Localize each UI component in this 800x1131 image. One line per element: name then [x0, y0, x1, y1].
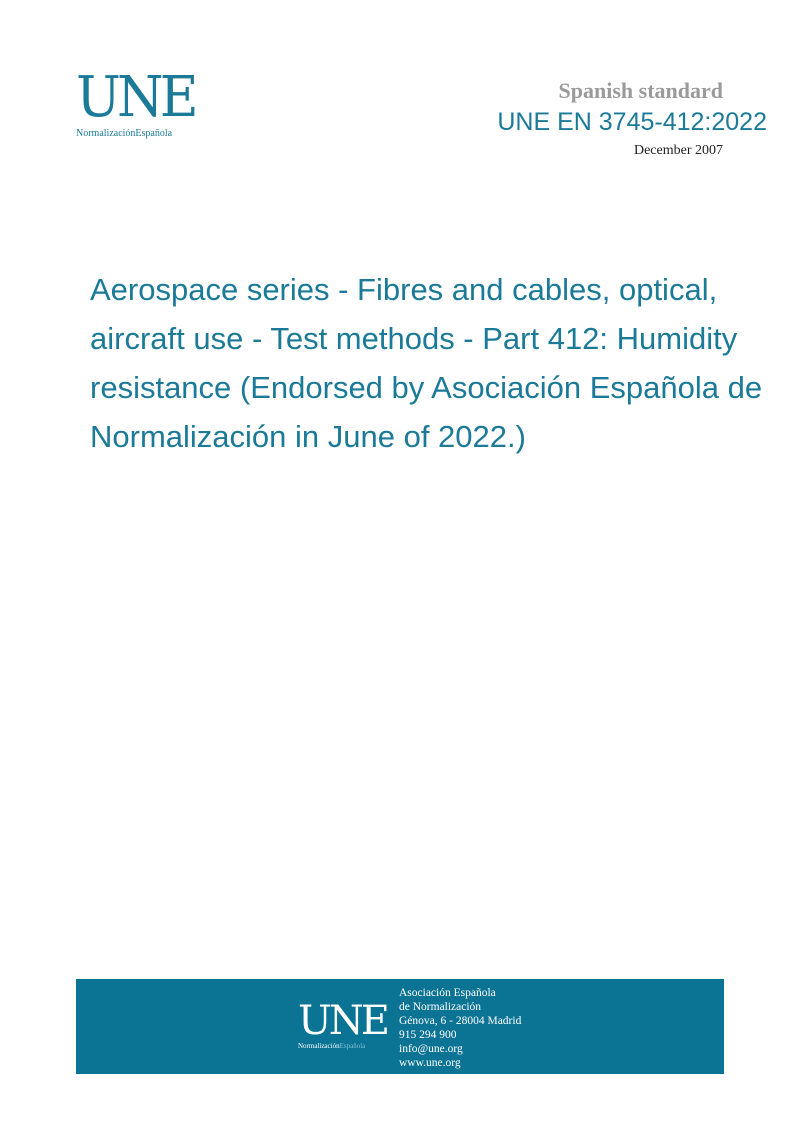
footer-tagline-part1: Normalización: [298, 1042, 340, 1050]
org-email-link[interactable]: info@une.org: [399, 1043, 463, 1055]
document-title: Aerospace series - Fibres and cables, optical, aircraft use - Test methods - Part 412: Humidity resistance (Endorsed by Asociación Española de Normalización in June of 2022.): [90, 272, 763, 454]
footer-tagline-part2: Española: [339, 1042, 366, 1050]
logo-tagline-part1: Normalización: [76, 128, 136, 139]
logo-tagline-part2: Española: [135, 128, 173, 139]
org-name-line1: Asociación Española: [399, 987, 496, 999]
org-name-line2: de Normalización: [399, 1001, 482, 1013]
standard-code: UNE EN 3745-412:2022: [497, 108, 767, 136]
org-website-link[interactable]: www.une.org: [399, 1057, 461, 1069]
footer-contact-band: [76, 979, 724, 1074]
footer-une-logo: [298, 998, 388, 1053]
footer-logo-mark: UNE: [298, 998, 387, 1044]
org-address: Génova, 6 - 28004 Madrid: [399, 1015, 522, 1027]
org-phone: 915 294 900: [399, 1029, 457, 1041]
document-date: December 2007: [633, 143, 723, 158]
une-logo: [76, 65, 196, 150]
document-type-label: Spanish standard: [558, 78, 723, 103]
une-logo-mark: UNE: [76, 65, 195, 130]
footer-contact-info: [399, 986, 521, 1070]
